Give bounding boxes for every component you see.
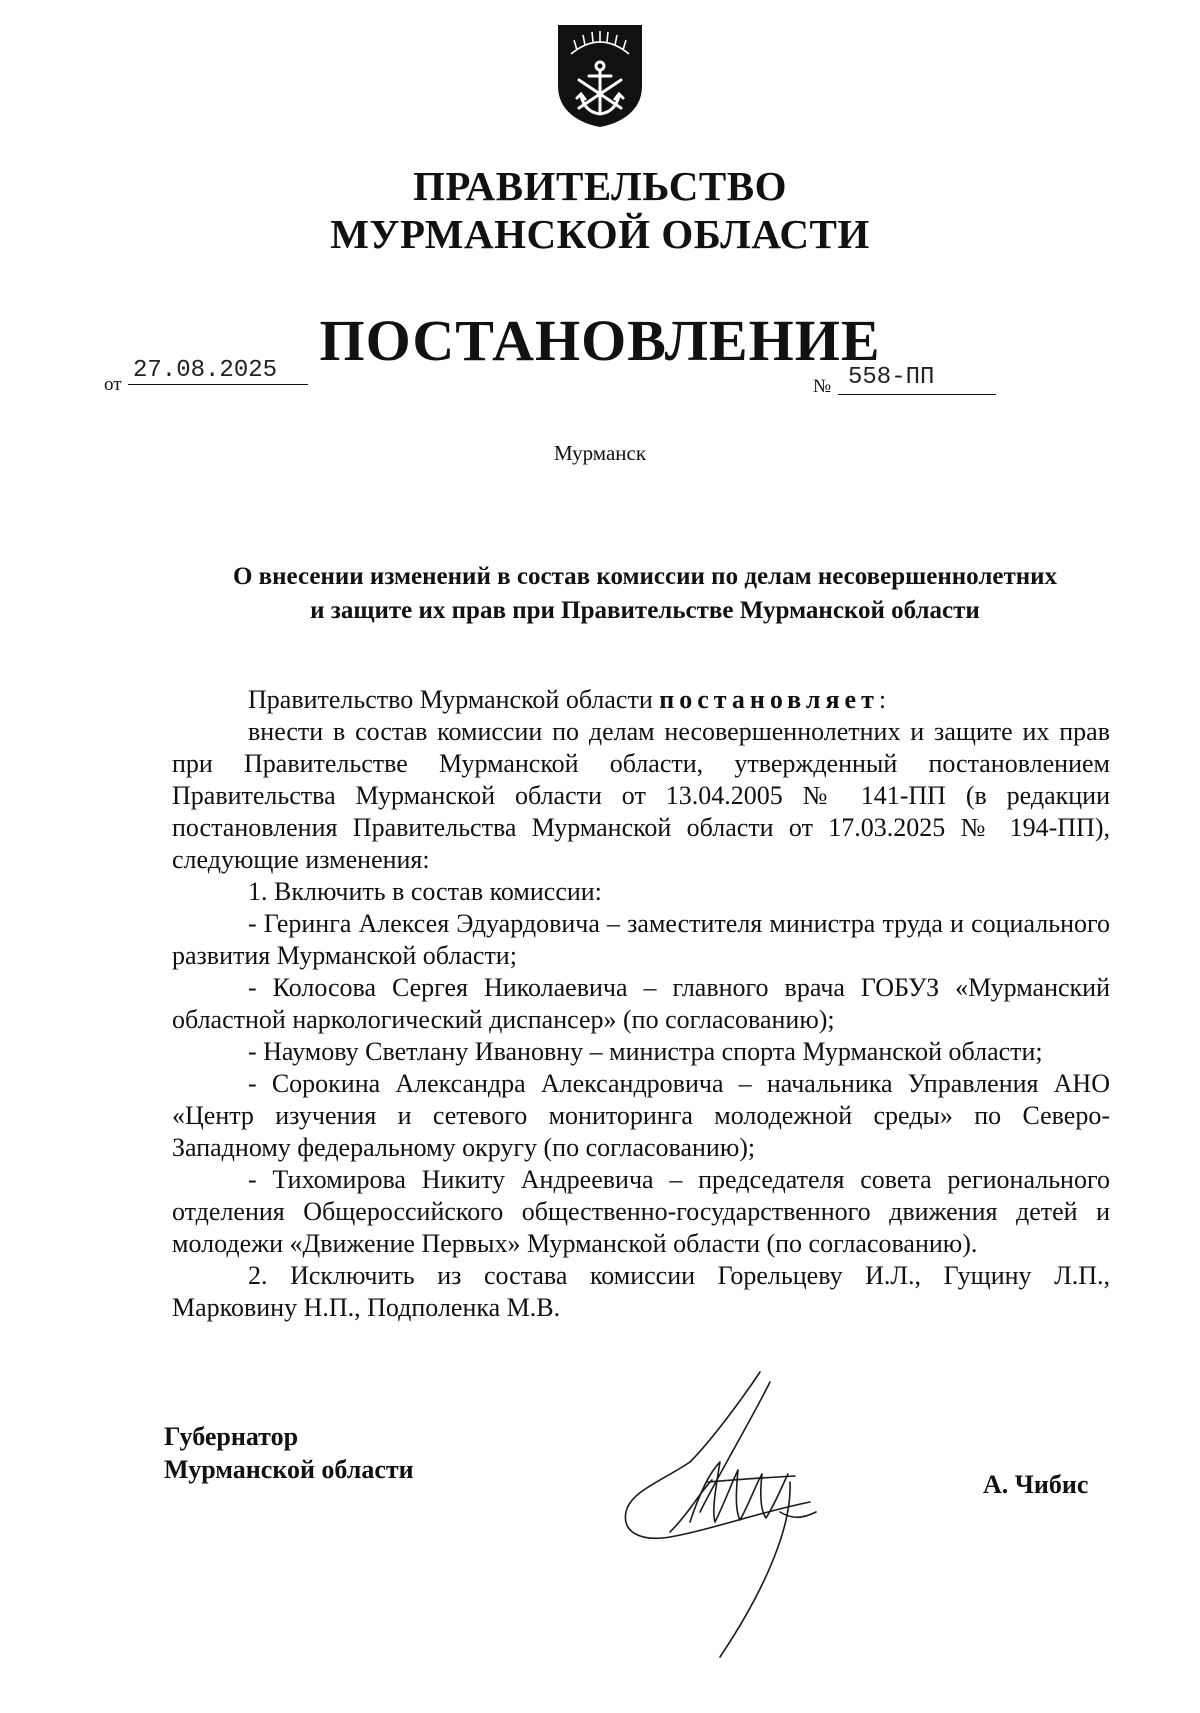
body-paragraph: - Сорокина Александра Александровича – начальника Управления АНО «Центр изучения и сетевого мониторинга молодежной среды» по Северо-Западному федеральному округу (по согласованию); bbox=[172, 1069, 1110, 1162]
signer-title bbox=[164, 1420, 414, 1486]
number-label: № bbox=[813, 376, 832, 397]
intro-paragraph bbox=[172, 684, 1110, 716]
signer-title-line2: Мурманской области bbox=[164, 1455, 414, 1484]
coat-of-arms-icon bbox=[557, 24, 643, 128]
body-paragraph: внести в состав комиссии по делам несовершеннолетних и защите их прав при Правительстве Мурманской области, утвержденный постановлением Правительства Мурманской области от 13.04.2005 № 141-ПП (в редакции постановления Правительства Мурманской области от 17.03.2025 № 194-ПП), следующие изменения: bbox=[172, 717, 1110, 874]
body-paragraph: - Тихомирова Никиту Андреевича – председателя совета регионального отделения Общероссийского общественно-государственного движения детей и молодежи «Движение Первых» Мурманской области (по согласованию). bbox=[172, 1165, 1110, 1258]
number-value: 558-ПП bbox=[848, 364, 935, 391]
city: Мурманск bbox=[553, 441, 647, 465]
document-subject bbox=[160, 560, 1130, 628]
handwritten-signature-icon bbox=[620, 1362, 860, 1662]
body-paragraph: - Колосова Сергея Николаевича – главного врача ГОБУЗ «Мурманский областной наркологический диспансер» (по согласованию); bbox=[172, 973, 1110, 1034]
date-value: 27.08.2025 bbox=[133, 357, 278, 384]
document-type: ПОСТАНОВЛЕНИЕ bbox=[319, 308, 881, 373]
subject-line2: и защите их прав при Правительстве Мурманской области bbox=[310, 597, 980, 624]
number-underline bbox=[838, 394, 996, 395]
date-label: от bbox=[104, 374, 122, 395]
date-underline bbox=[128, 384, 308, 385]
intro-decree-word: постановляет bbox=[659, 685, 879, 714]
signer-name: А. Чибис bbox=[983, 1470, 1089, 1499]
government-name-line1: ПРАВИТЕЛЬСТВО bbox=[412, 163, 788, 209]
body-paragraph: - Наумову Светлану Ивановну – министра спорта Мурманской области; bbox=[248, 1037, 1043, 1066]
body-paragraph: 1. Включить в состав комиссии: bbox=[248, 877, 602, 906]
document-body bbox=[172, 684, 1110, 1324]
signer-title-line1: Губернатор bbox=[164, 1422, 299, 1451]
intro-colon: : bbox=[878, 685, 887, 714]
subject-line1: О внесении изменений в состав комиссии по делам несовершеннолетних bbox=[232, 563, 1058, 590]
body-paragraph: 2. Исключить из состава комиссии Горельцеву И.Л., Гущину Л.П., Марковину Н.П., Подполенка М.В. bbox=[172, 1261, 1110, 1322]
intro-lead: Правительство Мурманской области bbox=[248, 685, 660, 714]
body-paragraph: - Геринга Алексея Эдуардовича – заместителя министра труда и социального развития Мурманской области; bbox=[172, 909, 1110, 970]
government-name-line2: МУРМАНСКОЙ ОБЛАСТИ bbox=[330, 211, 870, 257]
